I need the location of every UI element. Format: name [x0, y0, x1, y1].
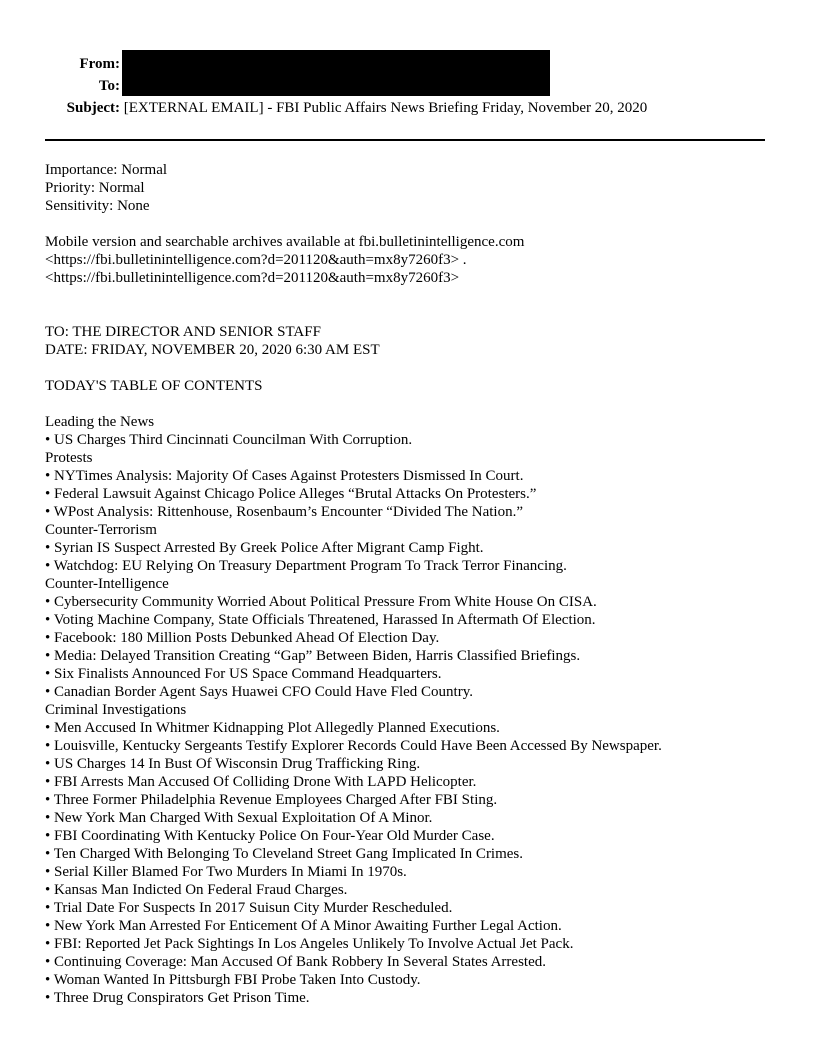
- toc-item: • Serial Killer Blamed For Two Murders In Miami In 1970s.: [45, 864, 407, 880]
- toc-item: • US Charges Third Cincinnati Councilman With Corruption.: [45, 432, 413, 448]
- memo-date: DATE: FRIDAY, NOVEMBER 20, 2020 6:30 AM EST: [45, 342, 380, 358]
- toc-item: • Six Finalists Announced For US Space Command Headquarters.: [45, 666, 442, 682]
- sensitivity: Sensitivity: None: [45, 198, 150, 214]
- archive-link[interactable]: <https://fbi.bulletinintelligence.com?d=201120&auth=mx8y7260f3> .: [45, 252, 467, 268]
- toc-item: • Ten Charged With Belonging To Cleveland Street Gang Implicated In Crimes.: [45, 846, 524, 862]
- toc-section: Criminal Investigations: [45, 702, 187, 718]
- toc-item: • Kansas Man Indicted On Federal Fraud Charges.: [45, 882, 348, 898]
- toc-item: • Syrian IS Suspect Arrested By Greek Police After Migrant Camp Fight.: [45, 540, 484, 556]
- toc-item: • Three Former Philadelphia Revenue Employees Charged After FBI Sting.: [45, 792, 498, 808]
- toc-item: • Canadian Border Agent Says Huawei CFO Could Have Fled Country.: [45, 684, 473, 700]
- importance: Importance: Normal: [45, 162, 168, 178]
- table-of-contents: [45, 413, 785, 1007]
- to-row: [45, 77, 120, 95]
- from-label: From:: [79, 56, 120, 72]
- toc-item: • Men Accused In Whitmer Kidnapping Plot Allegedly Planned Executions.: [45, 720, 500, 736]
- toc-item: • New York Man Charged With Sexual Exploitation Of A Minor.: [45, 810, 433, 826]
- mobile-version-text: Mobile version and searchable archives available at fbi.bulletinintelligence.com: [45, 234, 525, 250]
- header-divider: [45, 139, 765, 141]
- toc-item: • FBI Coordinating With Kentucky Police On Four-Year Old Murder Case.: [45, 828, 495, 844]
- toc-item: • Three Drug Conspirators Get Prison Time.: [45, 990, 310, 1006]
- archive-link[interactable]: <https://fbi.bulletinintelligence.com?d=201120&auth=mx8y7260f3>: [45, 270, 460, 286]
- toc-item: • Trial Date For Suspects In 2017 Suisun City Murder Rescheduled.: [45, 900, 453, 916]
- toc-item: • WPost Analysis: Rittenhouse, Rosenbaum’s Encounter “Divided The Nation.”: [45, 504, 523, 520]
- toc-item: • Continuing Coverage: Man Accused Of Bank Robbery In Several States Arrested.: [45, 954, 546, 970]
- toc-item: • Federal Lawsuit Against Chicago Police Alleges “Brutal Attacks On Protesters.”: [45, 486, 537, 502]
- subject-row: [45, 99, 647, 117]
- subject-label: Subject:: [66, 100, 120, 116]
- email-body: [45, 161, 785, 1007]
- toc-item: • NYTimes Analysis: Majority Of Cases Against Protesters Dismissed In Court.: [45, 468, 524, 484]
- toc-item: • Watchdog: EU Relying On Treasury Department Program To Track Terror Financing.: [45, 558, 567, 574]
- toc-section: Counter-Terrorism: [45, 522, 157, 538]
- toc-section: Protests: [45, 450, 93, 466]
- toc-item: • Louisville, Kentucky Sergeants Testify Explorer Records Could Have Been Accessed By Newspaper.: [45, 738, 662, 754]
- toc-item: • Voting Machine Company, State Officials Threatened, Harassed In Aftermath Of Election.: [45, 612, 596, 628]
- toc-section: Counter-Intelligence: [45, 576, 169, 592]
- toc-item: • New York Man Arrested For Enticement Of A Minor Awaiting Further Legal Action.: [45, 918, 562, 934]
- priority: Priority: Normal: [45, 180, 145, 196]
- from-row: [45, 55, 120, 73]
- memo-to: TO: THE DIRECTOR AND SENIOR STAFF: [45, 324, 321, 340]
- redaction-block: [122, 50, 550, 96]
- toc-item: • Facebook: 180 Million Posts Debunked Ahead Of Election Day.: [45, 630, 440, 646]
- toc-title: TODAY'S TABLE OF CONTENTS: [45, 378, 263, 394]
- toc-item: • FBI: Reported Jet Pack Sightings In Los Angeles Unlikely To Involve Actual Jet Pack.: [45, 936, 574, 952]
- toc-item: • FBI Arrests Man Accused Of Colliding Drone With LAPD Helicopter.: [45, 774, 477, 790]
- toc-item: • Cybersecurity Community Worried About Political Pressure From White House On CISA.: [45, 594, 597, 610]
- toc-item: • Media: Delayed Transition Creating “Gap” Between Biden, Harris Classified Briefings.: [45, 648, 581, 664]
- to-label: To:: [98, 78, 120, 94]
- subject-value: [EXTERNAL EMAIL] - FBI Public Affairs News Briefing Friday, November 20, 2020: [123, 100, 648, 116]
- toc-item: • Woman Wanted In Pittsburgh FBI Probe Taken Into Custody.: [45, 972, 421, 988]
- toc-item: • US Charges 14 In Bust Of Wisconsin Drug Trafficking Ring.: [45, 756, 421, 772]
- toc-section: Leading the News: [45, 414, 155, 430]
